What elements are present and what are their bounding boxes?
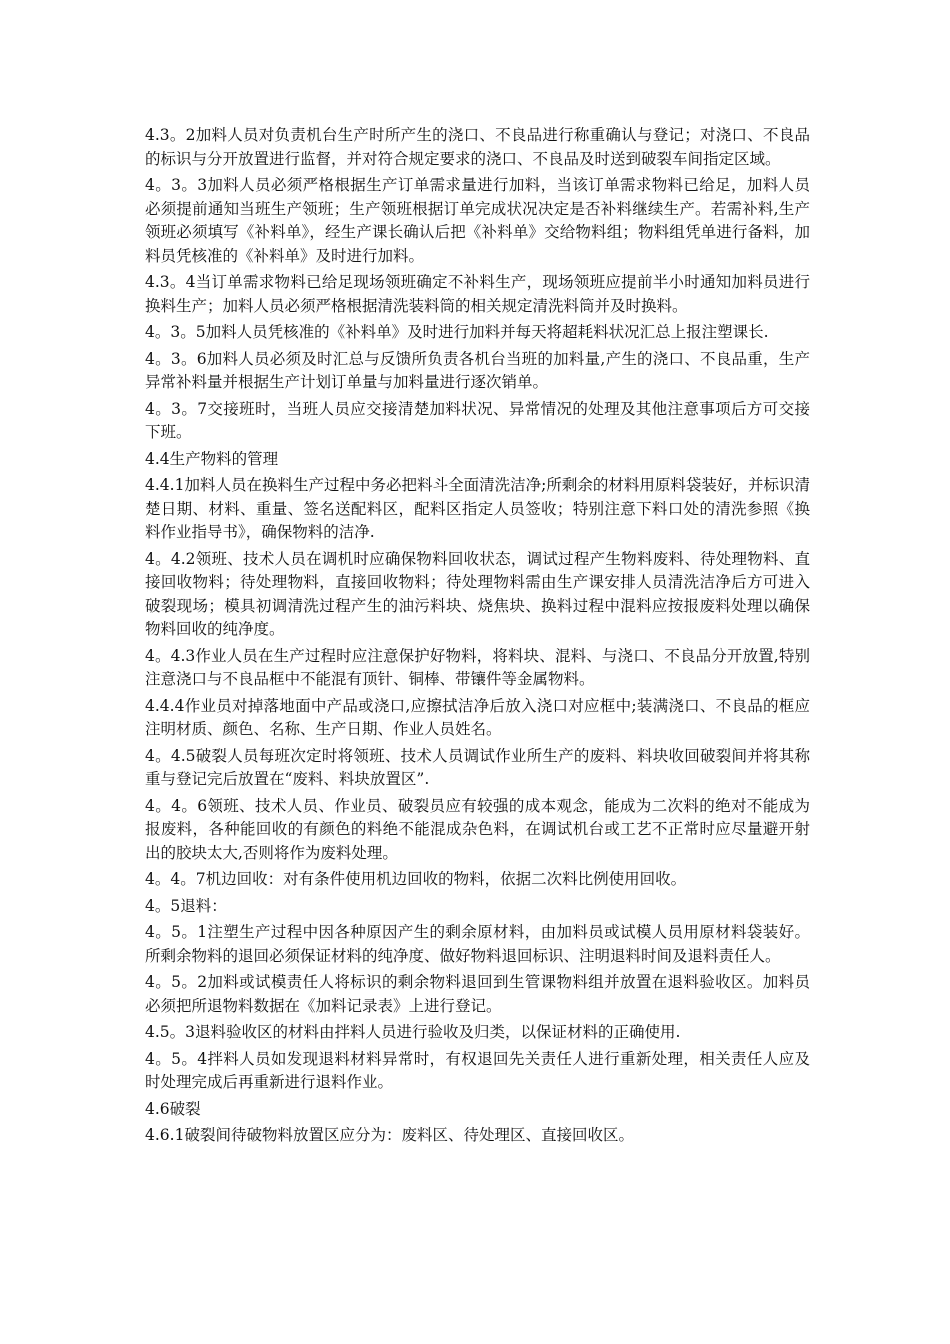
paragraph-4-5-4: 4。5。4拌料人员如发现退料材料异常时，有权退回先关责任人进行重新处理，相关责任人应及时处理完成后再重新进行退料作业。 <box>145 1049 810 1091</box>
paragraph-4-4-5: 4。4.5破裂人员每班次定时将领班、技术人员调试作业所生产的废料、料块收回破裂间并将其称重与登记完后放置在“废料、料块放置区”. <box>145 746 810 788</box>
paragraph-4-5-3: 4.5。3退料验收区的材料由拌料人员进行验收及归类，以保证材料的正确使用. <box>145 1023 681 1041</box>
paragraph-4-3-6: 4。3。6加料人员必须及时汇总与反馈所负责各机台当班的加料量,产生的浇口、不良品重，生产异常补料量并根据生产计划订单量与加料量进行逐次销单。 <box>145 349 810 391</box>
paragraph-4-4-7: 4。4。7机边回收：对有条件使用机边回收的物料，依据二次料比例使用回收。 <box>145 870 687 888</box>
paragraph-4-3-4: 4.3。4当订单需求物料已给足现场领班确定不补料生产，现场领班应提前半小时通知加料员进行换料生产；加料人员必须严格根据清洗装料筒的相关规定清洗料筒并及时换料。 <box>145 273 810 315</box>
section-heading-4-4: 4.4生产物料的管理 <box>145 449 279 468</box>
section-heading-4-5: 4。5退料： <box>145 896 227 915</box>
paragraph-4-4-1: 4.4.1加料人员在换料生产过程中务必把料斗全面清洗洁净;所剩余的材料用原料袋装好，并标识清楚日期、材料、重量、签名送配料区，配料区指定人员签收；特别注意下料口处的清洗参照《换料作业指导书》，确保物料的洁净. <box>145 476 810 541</box>
paragraph-4-4-4: 4.4.4作业员对掉落地面中产品或浇口,应擦拭洁净后放入浇口对应框中;装满浇口、不良品的框应注明材质、颜色、名称、生产日期、作业人员姓名。 <box>145 696 810 738</box>
paragraph-4-4-6: 4。4。6领班、技术人员、作业员、破裂员应有较强的成本观念，能成为二次料的绝对不能成为报废料，各种能回收的有颜色的料绝不能混成杂色料，在调试机台或工艺不正常时应尽量避开射出的胶块太大,否则将作为废料处理。 <box>145 796 810 862</box>
paragraph-4-4-2: 4。4.2领班、技术人员在调机时应确保物料回收状态，调试过程产生物料废料、待处理物料、直接回收物料；待处理物料，直接回收物料；待处理物料需由生产课安排人员清洗洁净后方可进入破裂现场；模具初调清洗过程产生的油污料块、烧焦块、换料过程中混料应按报废料处理以确保物料回收的纯净度。 <box>145 549 810 638</box>
paragraph-4-5-2: 4。5。2加料或试模责任人将标识的剩余物料退回到生管课物料组并放置在退料验收区。加料员必须把所退物料数据在《加料记录表》上进行登记。 <box>145 973 810 1015</box>
paragraph-4-3-3: 4。3。3加料人员必须严格根据生产订单需求量进行加料，当该订单需求物料已给足，加料人员必须提前通知当班生产领班；生产领班根据订单完成状况决定是否补料继续生产。若需补料,生产领班必须填写《补料单》，经生产课长确认后把《补料单》交给物料组；物料组凭单进行备料，加料员凭核准的《补料单》及时进行加料。 <box>145 176 810 265</box>
paragraph-4-6-1: 4.6.1破裂间待破物料放置区应分为：废料区、待处理区、直接回收区。 <box>145 1126 634 1144</box>
paragraph-4-5-1: 4。5。1注塑生产过程中因各种原因产生的剩余原材料，由加料员或试模人员用原材料袋装好。所剩余物料的退回必须保证材料的纯净度、做好物料退回标识、注明退料时间及退料责任人。 <box>145 923 810 965</box>
paragraph-4-3-5: 4。3。5加料人员凭核准的《补料单》及时进行加料并每天将超耗料状况汇总上报注塑课长. <box>145 323 769 341</box>
document-body <box>145 124 810 1151</box>
paragraph-4-3-2: 4.3。2加料人员对负责机台生产时所产生的浇口、不良品进行称重确认与登记；对浇口、不良品的标识与分开放置进行监督，并对符合规定要求的浇口、不良品及时送到破裂车间指定区域。 <box>145 126 810 168</box>
paragraph-4-3-7: 4。3。7交接班时，当班人员应交接清楚加料状况、异常情况的处理及其他注意事项后方可交接下班。 <box>145 399 810 441</box>
paragraph-4-4-3: 4。4.3作业人员在生产过程时应注意保护好物料，将料块、混料、与浇口、不良品分开放置,特别注意浇口与不良品框中不能混有顶针、铜棒、带镶件等金属物料。 <box>145 646 810 688</box>
section-heading-4-6: 4.6破裂 <box>145 1099 201 1118</box>
